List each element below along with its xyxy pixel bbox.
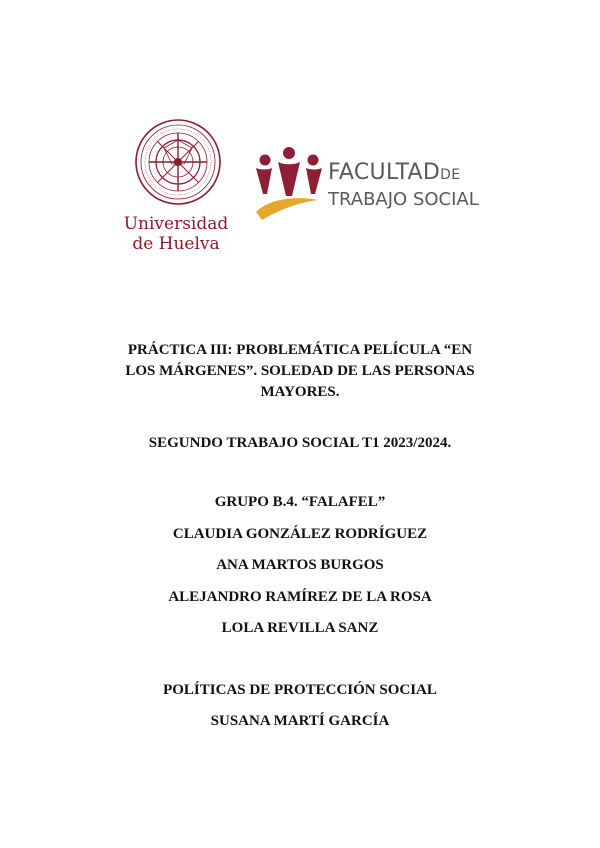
group-name: GRUPO B.4. “FALAFEL” (214, 494, 386, 510)
faculty-name-line1 (328, 160, 479, 188)
university-name-line1: Universidad (123, 214, 229, 234)
member-name: ANA MARTOS BURGOS (216, 557, 384, 573)
member-name: CLAUDIA GONZÁLEZ RODRÍGUEZ (172, 525, 428, 542)
group-block (60, 487, 540, 645)
member-name: LOLA REVILLA SANZ (221, 620, 379, 636)
faculty-name (328, 160, 479, 212)
subject-name: POLÍTICAS DE PROTECCIÓN SOCIAL (163, 681, 437, 698)
subject-block (60, 675, 540, 738)
faculty-logo (252, 146, 492, 232)
document-title (60, 340, 540, 403)
university-logo (120, 118, 232, 258)
title-line: MAYORES. (260, 384, 340, 400)
faculty-name-line2: TRABAJO SOCIAL (328, 189, 479, 210)
title-line: LOS MÁRGENES”. SOLEDAD DE LAS PERSONAS (125, 363, 475, 379)
member-name: ALEJANDRO RAMÍREZ DE LA ROSA (168, 588, 432, 605)
course-line: SEGUNDO TRABAJO SOCIAL T1 2023/2024. (148, 435, 452, 451)
faculty-people-icon (252, 146, 326, 228)
faculty-word: FACULTAD (328, 160, 441, 185)
title-line: PRÁCTICA III: PROBLEMÁTICA PELÍCULA “EN (127, 342, 473, 358)
logos-header (0, 110, 600, 260)
cover-content (60, 340, 540, 738)
university-name (120, 214, 232, 254)
university-name-line2: de Huelva (132, 234, 220, 254)
university-seal-icon (134, 118, 222, 206)
teacher-name: SUSANA MARTÍ GARCÍA (210, 713, 390, 729)
faculty-preposition: DE (440, 167, 461, 183)
